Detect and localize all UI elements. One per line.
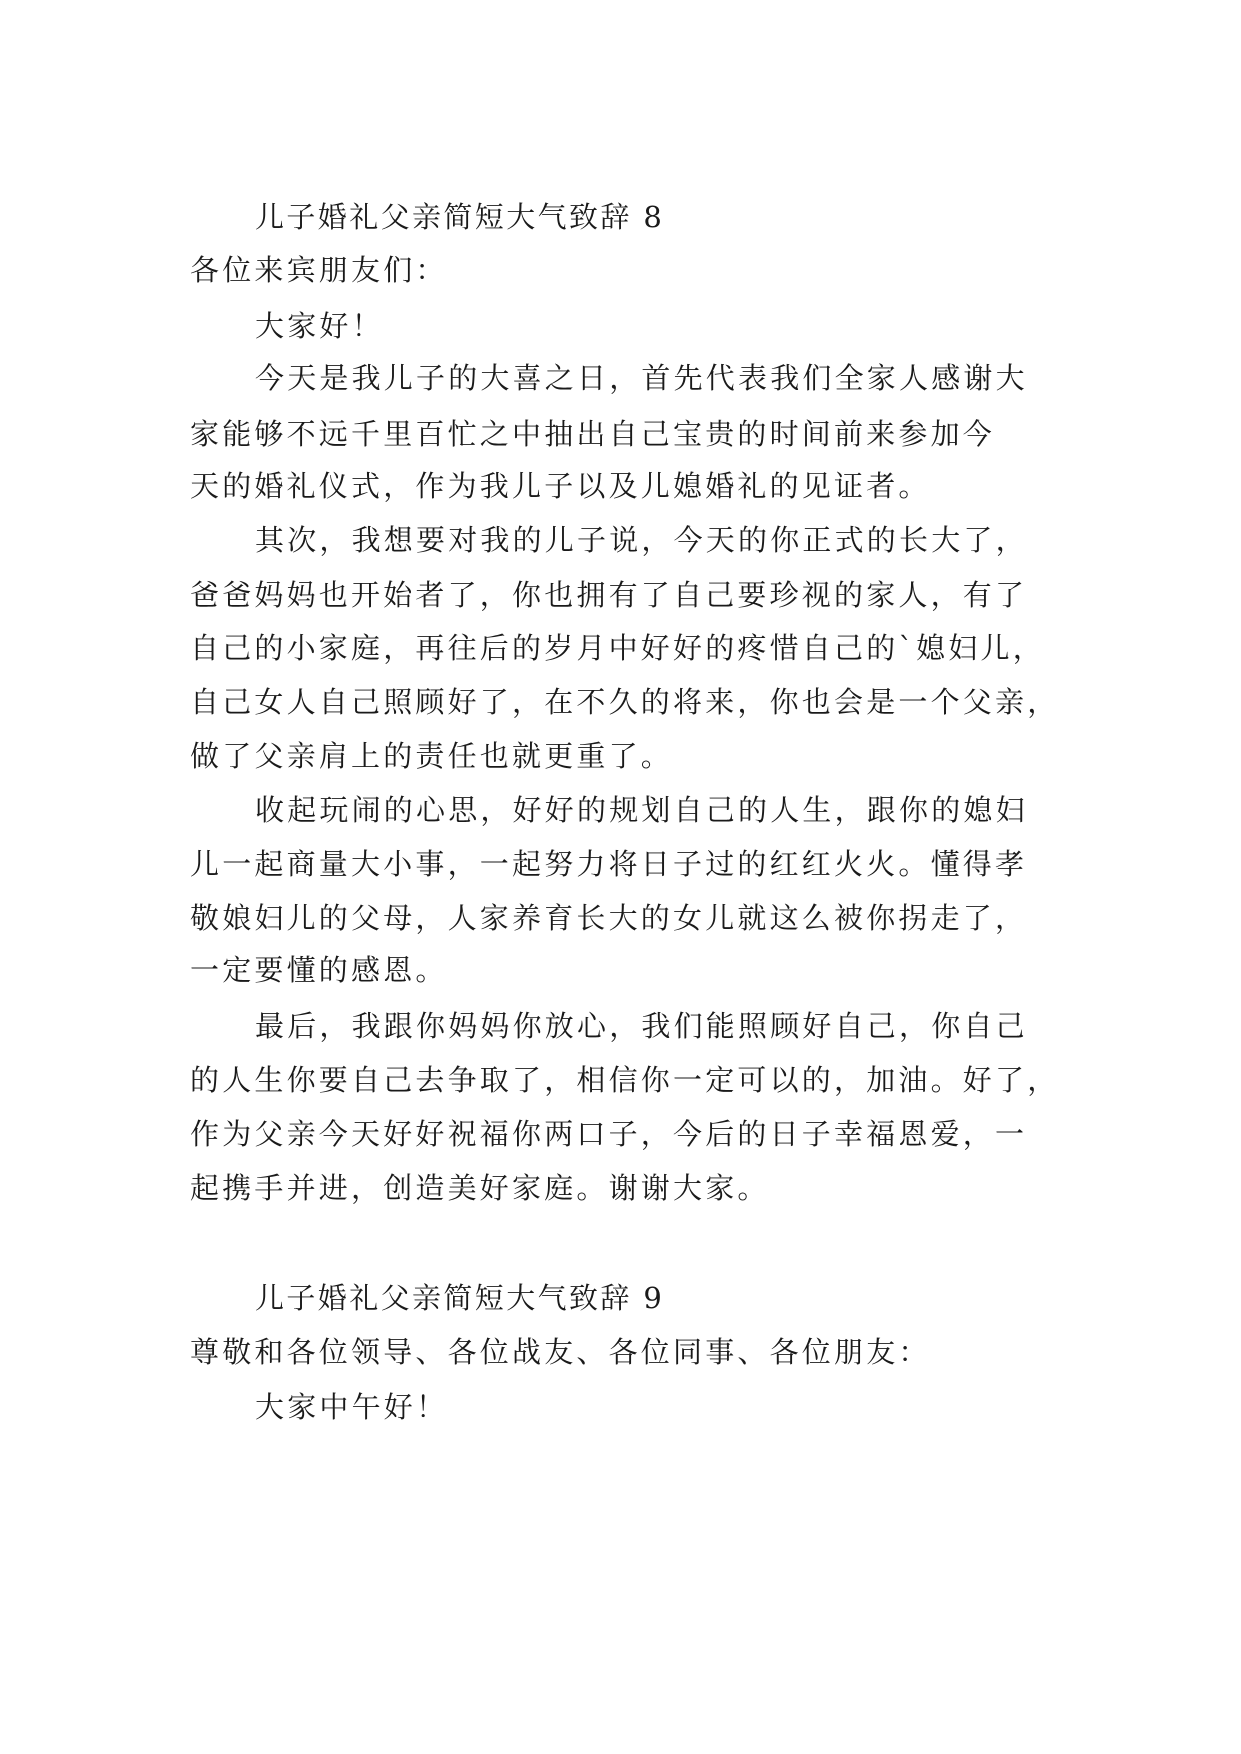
paragraph-line: 起携手并进，创造美好家庭。谢谢大家。 xyxy=(190,1171,770,1205)
paragraph-line: 一定要懂的感恩。 xyxy=(190,953,448,987)
paragraph-line: 其次，我想要对我的儿子说，今天的你正式的长大了， xyxy=(255,523,1028,557)
paragraph-line: 天的婚礼仪式，作为我儿子以及儿媳婚礼的见证者。 xyxy=(190,469,931,503)
paragraph-line: 的人生你要自己去争取了，相信你一定可以的，加油。好了， xyxy=(190,1063,1060,1097)
section-9-greeting: 大家中午好！ xyxy=(255,1390,449,1424)
paragraph-line: 今天是我儿子的大喜之日，首先代表我们全家人感谢大 xyxy=(255,361,1028,395)
section-9-salutation: 尊敬和各位领导、各位战友、各位同事、各位朋友： xyxy=(190,1335,931,1369)
paragraph-line: 家能够不远千里百忙之中抽出自己宝贵的时间前来参加今 xyxy=(190,417,996,451)
paragraph-line: 自己女人自己照顾好了，在不久的将来，你也会是一个父亲， xyxy=(190,685,1060,719)
paragraph-line: 最后，我跟你妈妈你放心，我们能照顾好自己，你自己 xyxy=(255,1009,1028,1043)
paragraph-line: 儿一起商量大小事，一起努力将日子过的红红火火。懂得孝 xyxy=(190,847,1028,881)
paragraph-line: 做了父亲肩上的责任也就更重了。 xyxy=(190,739,674,773)
section-9-title: 儿子婚礼父亲简短大气致辞 9 xyxy=(255,1281,665,1315)
section-8-title: 儿子婚礼父亲简短大气致辞 8 xyxy=(255,200,665,234)
section-8-greeting: 大家好！ xyxy=(255,309,384,343)
paragraph-line: 收起玩闹的心思，好好的规划自己的人生，跟你的媳妇 xyxy=(255,793,1028,827)
section-8-salutation: 各位来宾朋友们： xyxy=(190,253,448,287)
paragraph-line: 敬娘妇儿的父母，人家养育长大的女儿就这么被你拐走了， xyxy=(190,901,1028,935)
paragraph-line: 爸爸妈妈也开始者了，你也拥有了自己要珍视的家人，有了 xyxy=(190,578,1028,612)
paragraph-line: 自己的小家庭，再往后的岁月中好好的疼惜自己的`媳妇儿， xyxy=(190,631,1045,665)
paragraph-line: 作为父亲今天好好祝福你两口子，今后的日子幸福恩爱，一 xyxy=(190,1117,1028,1151)
